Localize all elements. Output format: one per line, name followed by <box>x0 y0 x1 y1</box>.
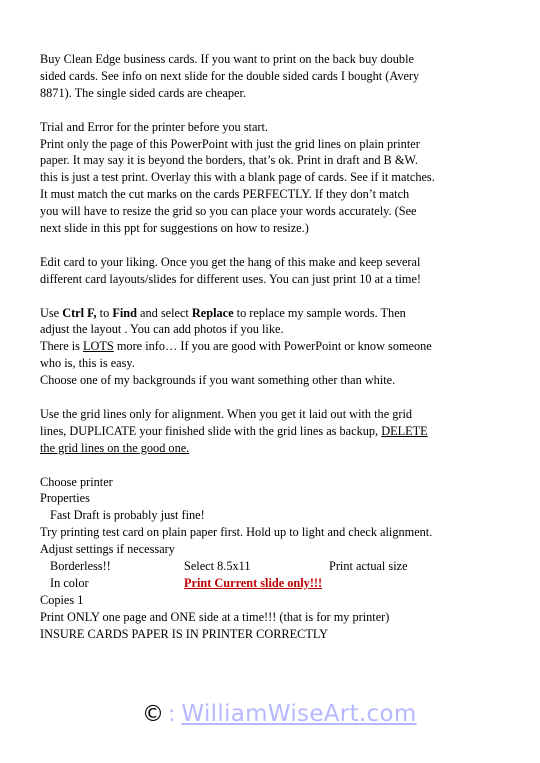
text-run: to <box>96 305 113 320</box>
text-line: this is just a test print. Overlay this with a blank page of cards. See if it matches. <box>40 170 435 185</box>
text-line: Properties <box>40 491 90 506</box>
text-line: 8871). The single sided cards are cheaper. <box>40 85 247 100</box>
instructions-text <box>40 51 510 660</box>
paragraph-edit-card <box>40 254 510 288</box>
copyright-icon: © <box>142 701 164 727</box>
text-run-bold: Replace <box>191 305 234 320</box>
text-run-underlined: LOTS <box>83 339 114 354</box>
text-line: different card layouts/slides for different uses. You can just print 10 at a time! <box>40 271 422 286</box>
text-line: next slide in this ppt for suggestions on how to resize.) <box>40 221 309 236</box>
text-line: INSURE CARDS PAPER IS IN PRINTER CORRECTLY <box>40 626 329 641</box>
text-run: There is <box>40 339 84 354</box>
text-run: to replace my sample words. Then <box>233 305 406 320</box>
text-run-bold: Ctrl F, <box>62 305 97 320</box>
text-run-underlined: DELETE <box>381 423 428 438</box>
text-line: who is, this is easy. <box>40 356 135 371</box>
setting-print-current-slide: Print Current slide only!!! <box>184 576 323 591</box>
paragraph-printer-settings <box>40 474 510 643</box>
text-line: Trial and Error for the printer before you start. <box>40 119 268 134</box>
text-run: lines, DUPLICATE your finished slide with the grid lines as backup, <box>40 423 382 438</box>
text-line: It must match the cut marks on the cards PERFECTLY. If they don’t match <box>40 187 410 202</box>
website-link[interactable]: WilliamWiseArt.com <box>181 701 417 727</box>
text-line: you will have to resize the grid so you can place your words accurately. (See <box>40 204 417 219</box>
text-run-bold: Find <box>112 305 137 320</box>
setting-borderless: Borderless!! <box>50 559 111 574</box>
text-line: Adjust settings if necessary <box>40 542 175 557</box>
text-line: Fast Draft is probably just fine! <box>50 508 205 523</box>
text-line: Buy Clean Edge business cards. If you want to print on the back buy double <box>40 52 414 66</box>
text-line: adjust the layout . You can add photos if you like. <box>40 322 284 337</box>
footer-credit <box>142 701 417 727</box>
text-line: Choose printer <box>40 474 113 489</box>
footer-colon: : <box>168 701 176 727</box>
text-run: more info… If you are good with PowerPoint or know someone <box>113 339 432 354</box>
text-line <box>40 338 510 355</box>
text-line: Print only the page of this PowerPoint with just the grid lines on plain printer <box>40 136 420 151</box>
text-run: and select <box>136 305 192 320</box>
text-line: sided cards. See info on next slide for the double sided cards I bought (Avery <box>40 68 420 83</box>
paragraph-find-replace <box>40 305 510 390</box>
text-line <box>40 423 510 440</box>
setting-print-size: Print actual size <box>329 559 408 574</box>
text-line: Edit card to your liking. Once you get the hang of this make and keep several <box>40 254 421 269</box>
text-line: paper. It may say it is beyond the borders, that’s ok. Print in draft and B &W. <box>40 153 418 168</box>
text-line: Print ONLY one page and ONE side at a time!!! (that is for my printer) <box>40 609 390 624</box>
settings-row <box>40 558 510 575</box>
settings-row <box>40 575 510 592</box>
text-line: Copies 1 <box>40 592 84 607</box>
setting-color: In color <box>50 576 89 591</box>
paragraph-trial-and-error <box>40 119 510 237</box>
text-line-underlined: the grid lines on the good one. <box>40 440 190 455</box>
text-line: Choose one of my backgrounds if you want something other than white. <box>40 373 396 388</box>
setting-paper-size: Select 8.5x11 <box>184 559 251 574</box>
text-line: Try printing test card on plain paper first. Hold up to light and check alignment. <box>40 525 433 540</box>
text-line: Use the grid lines only for alignment. When you get it laid out with the grid <box>40 406 413 421</box>
paragraph-buy-cards <box>40 51 510 102</box>
text-line <box>40 305 510 322</box>
text-run: Use <box>40 305 63 320</box>
paragraph-grid-lines <box>40 406 510 457</box>
